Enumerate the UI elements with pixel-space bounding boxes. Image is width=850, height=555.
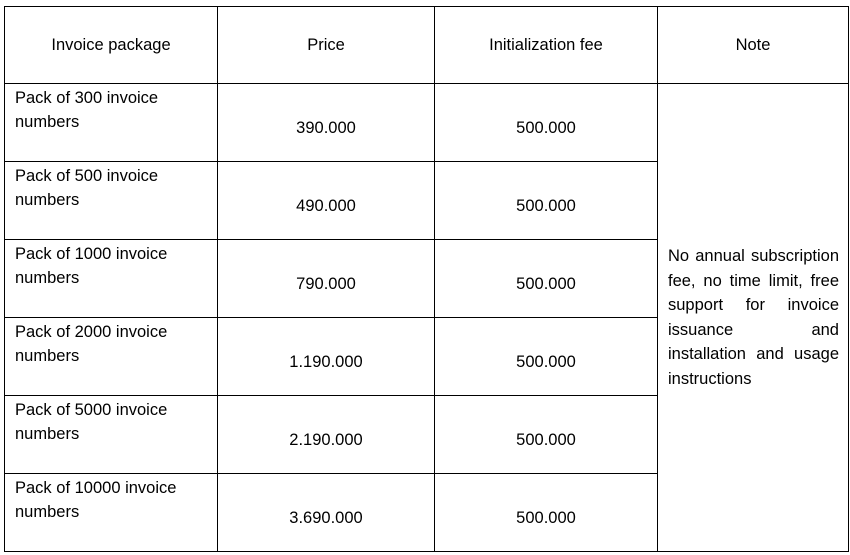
fee-cell: 500.000 bbox=[435, 162, 658, 240]
price-cell: 490.000 bbox=[218, 162, 435, 240]
header-note: Note bbox=[658, 7, 849, 84]
header-price: Price bbox=[218, 7, 435, 84]
package-cell: Pack of 500 invoice numbers bbox=[5, 162, 218, 240]
header-invoice-package: Invoice package bbox=[5, 7, 218, 84]
package-cell: Pack of 300 invoice numbers bbox=[5, 84, 218, 162]
price-cell: 390.000 bbox=[218, 84, 435, 162]
header-initialization-fee: Initialization fee bbox=[435, 7, 658, 84]
fee-cell: 500.000 bbox=[435, 84, 658, 162]
package-cell: Pack of 2000 invoice numbers bbox=[5, 318, 218, 396]
pricing-table bbox=[4, 6, 849, 552]
price-cell: 790.000 bbox=[218, 240, 435, 318]
fee-cell: 500.000 bbox=[435, 240, 658, 318]
package-cell: Pack of 1000 invoice numbers bbox=[5, 240, 218, 318]
fee-cell: 500.000 bbox=[435, 318, 658, 396]
package-cell: Pack of 5000 invoice numbers bbox=[5, 396, 218, 474]
price-cell: 2.190.000 bbox=[218, 396, 435, 474]
fee-cell: 500.000 bbox=[435, 396, 658, 474]
price-cell: 3.690.000 bbox=[218, 474, 435, 552]
header-row bbox=[5, 7, 849, 84]
note-cell: No annual subscription fee, no time limit, free support for invoice issuance and installation and usage instructions bbox=[658, 84, 849, 552]
table-row bbox=[5, 84, 849, 162]
package-cell: Pack of 10000 invoice numbers bbox=[5, 474, 218, 552]
price-cell: 1.190.000 bbox=[218, 318, 435, 396]
fee-cell: 500.000 bbox=[435, 474, 658, 552]
